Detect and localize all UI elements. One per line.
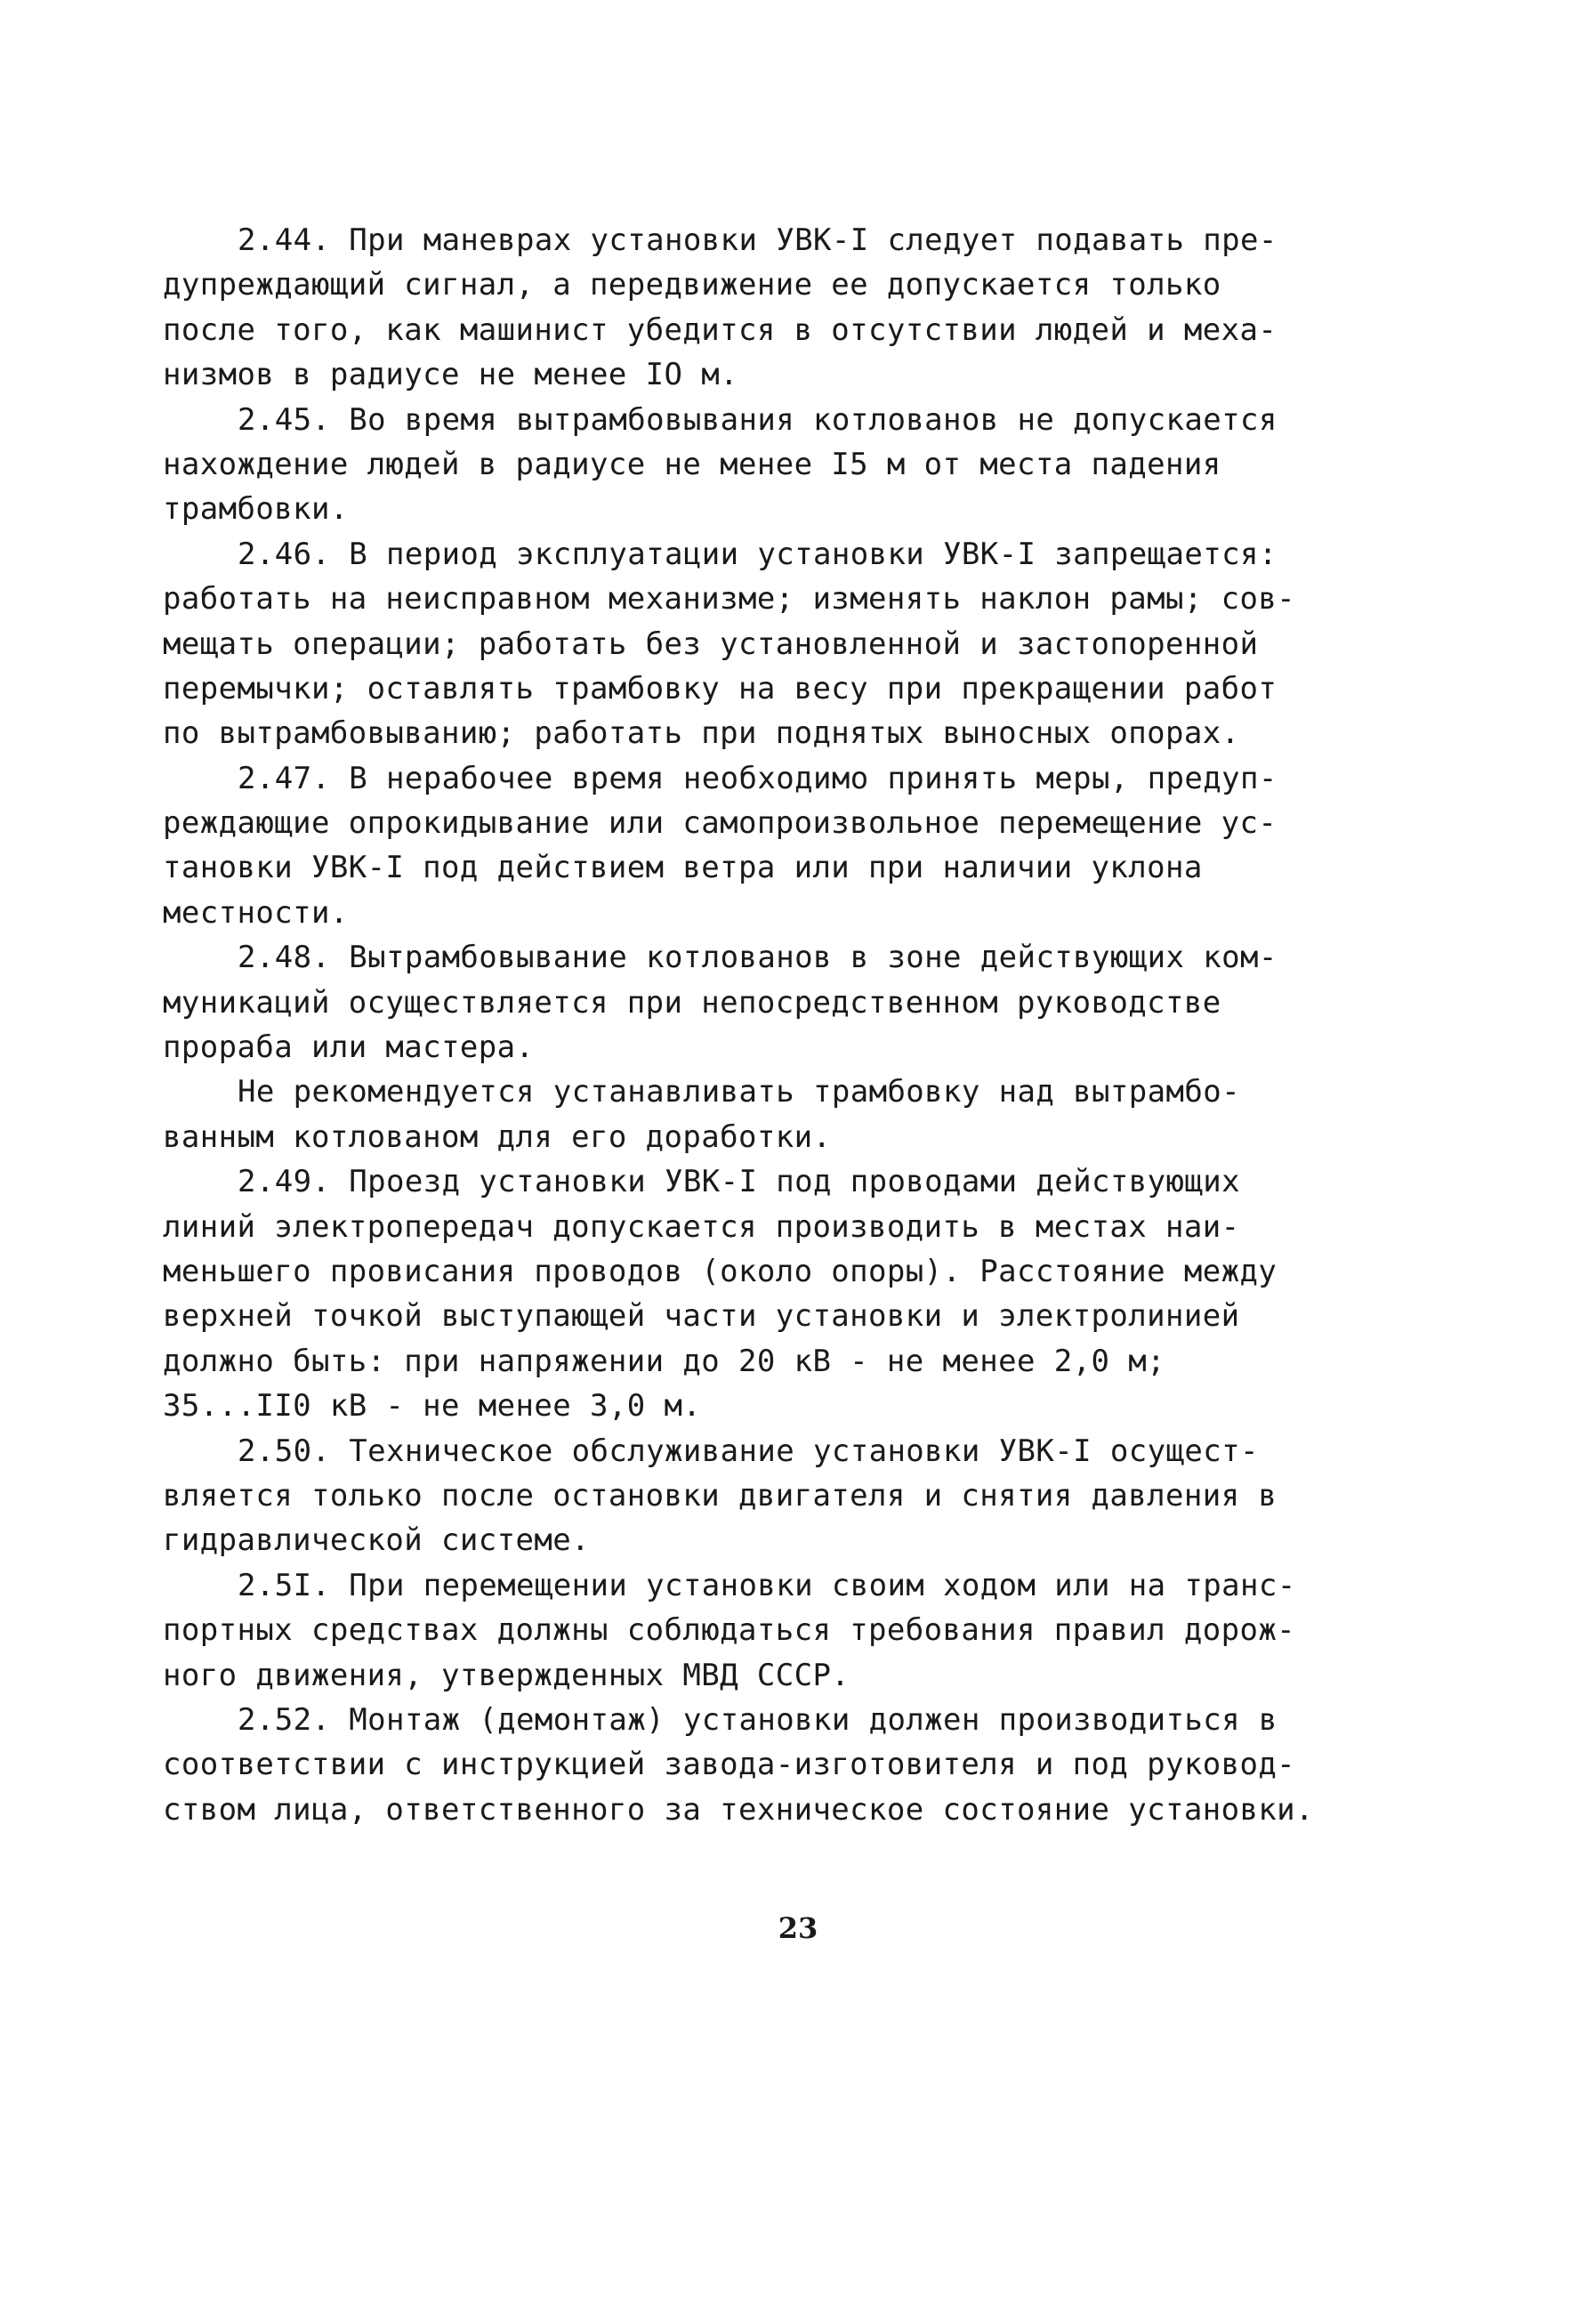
- text-line: портных средствах должны соблюдаться требования правил дорож-: [163, 1612, 1296, 1649]
- text-line: гидравлической системе.: [163, 1522, 591, 1559]
- text-line: 2.48. Вытрамбовывание котлованов в зоне действующих ком-: [238, 940, 1278, 976]
- text-line: 2.46. В период эксплуатации установки УВК-I запрещается:: [238, 536, 1278, 572]
- text-line: Не рекомендуется устанавливать трамбовку над вытрамбо-: [238, 1074, 1240, 1110]
- text-line: вляется только после остановки двигателя и снятия давления в: [163, 1477, 1278, 1514]
- text-line: 2.5I. При перемещении установки своим ходом или на транс-: [238, 1567, 1296, 1603]
- text-line: трамбовки.: [163, 491, 349, 528]
- text-line: прораба или мастера.: [163, 1029, 535, 1066]
- text-line: 2.47. В нерабочее время необходимо принять меры, предуп-: [238, 760, 1278, 796]
- text-line: 2.49. Проезд установки УВК-I под проводами действующих: [238, 1164, 1240, 1200]
- text-line: 2.50. Техническое обслуживание установки УВК-I осущест-: [238, 1433, 1259, 1469]
- text-line: меньшего провисания проводов (около опоры). Расстояние между: [163, 1253, 1278, 1289]
- text-line: соответствии с инструкцией завода-изготовителя и под руковод-: [163, 1747, 1296, 1783]
- text-line: перемычки; оставлять трамбовку на весу при прекращении работ: [163, 670, 1278, 706]
- text-line: работать на неисправном механизме; изменять наклон рамы; сов-: [163, 581, 1296, 618]
- text-line: реждающие опрокидывание или самопроизвольное перемещение ус-: [163, 805, 1278, 842]
- text-line: 2.45. Во время вытрамбовывания котлованов не допускается: [238, 401, 1278, 438]
- text-line: нахождение людей в радиусе не менее I5 м от места падения: [163, 446, 1221, 482]
- text-line: низмов в радиусе не менее IO м.: [163, 357, 738, 393]
- text-line: дупреждающий сигнал, а передвижение ее допускается только: [163, 267, 1221, 303]
- text-line: после того, как машинист убедится в отсутствии людей и меха-: [163, 311, 1278, 348]
- text-line: линий электропередач допускается производить в местах наи-: [163, 1208, 1240, 1245]
- text-line: 2.44. При маневрах установки УВК-I следует подавать пре-: [238, 222, 1278, 258]
- text-line: мещать операции; работать без установленной и застопоренной: [163, 626, 1259, 662]
- text-line: должно быть: при напряжении до 20 кВ - не менее 2,0 м;: [163, 1343, 1165, 1379]
- text-line: муникаций осуществляется при непосредственном руководстве: [163, 984, 1221, 1021]
- text-line: местности.: [163, 894, 349, 931]
- text-line: ванным котлованом для его доработки.: [163, 1118, 832, 1155]
- page-number: 23: [778, 1911, 818, 1945]
- text-line: 2.52. Монтаж (демонтаж) установки должен производиться в: [238, 1701, 1278, 1738]
- text-line: 35...II0 кВ - не менее 3,0 м.: [163, 1388, 702, 1425]
- text-line: ством лица, ответственного за техническое состояние установки.: [163, 1791, 1314, 1828]
- text-line: тановки УВК-I под действием ветра или при наличии уклона: [163, 850, 1203, 886]
- text-line: верхней точкой выступающей части установки и электролинией: [163, 1298, 1240, 1335]
- body-text: [163, 218, 1314, 1832]
- text-line: по вытрамбовыванию; работать при поднятых выносных опорах.: [163, 715, 1240, 752]
- text-line: ного движения, утвержденных МВД СССР.: [163, 1657, 850, 1693]
